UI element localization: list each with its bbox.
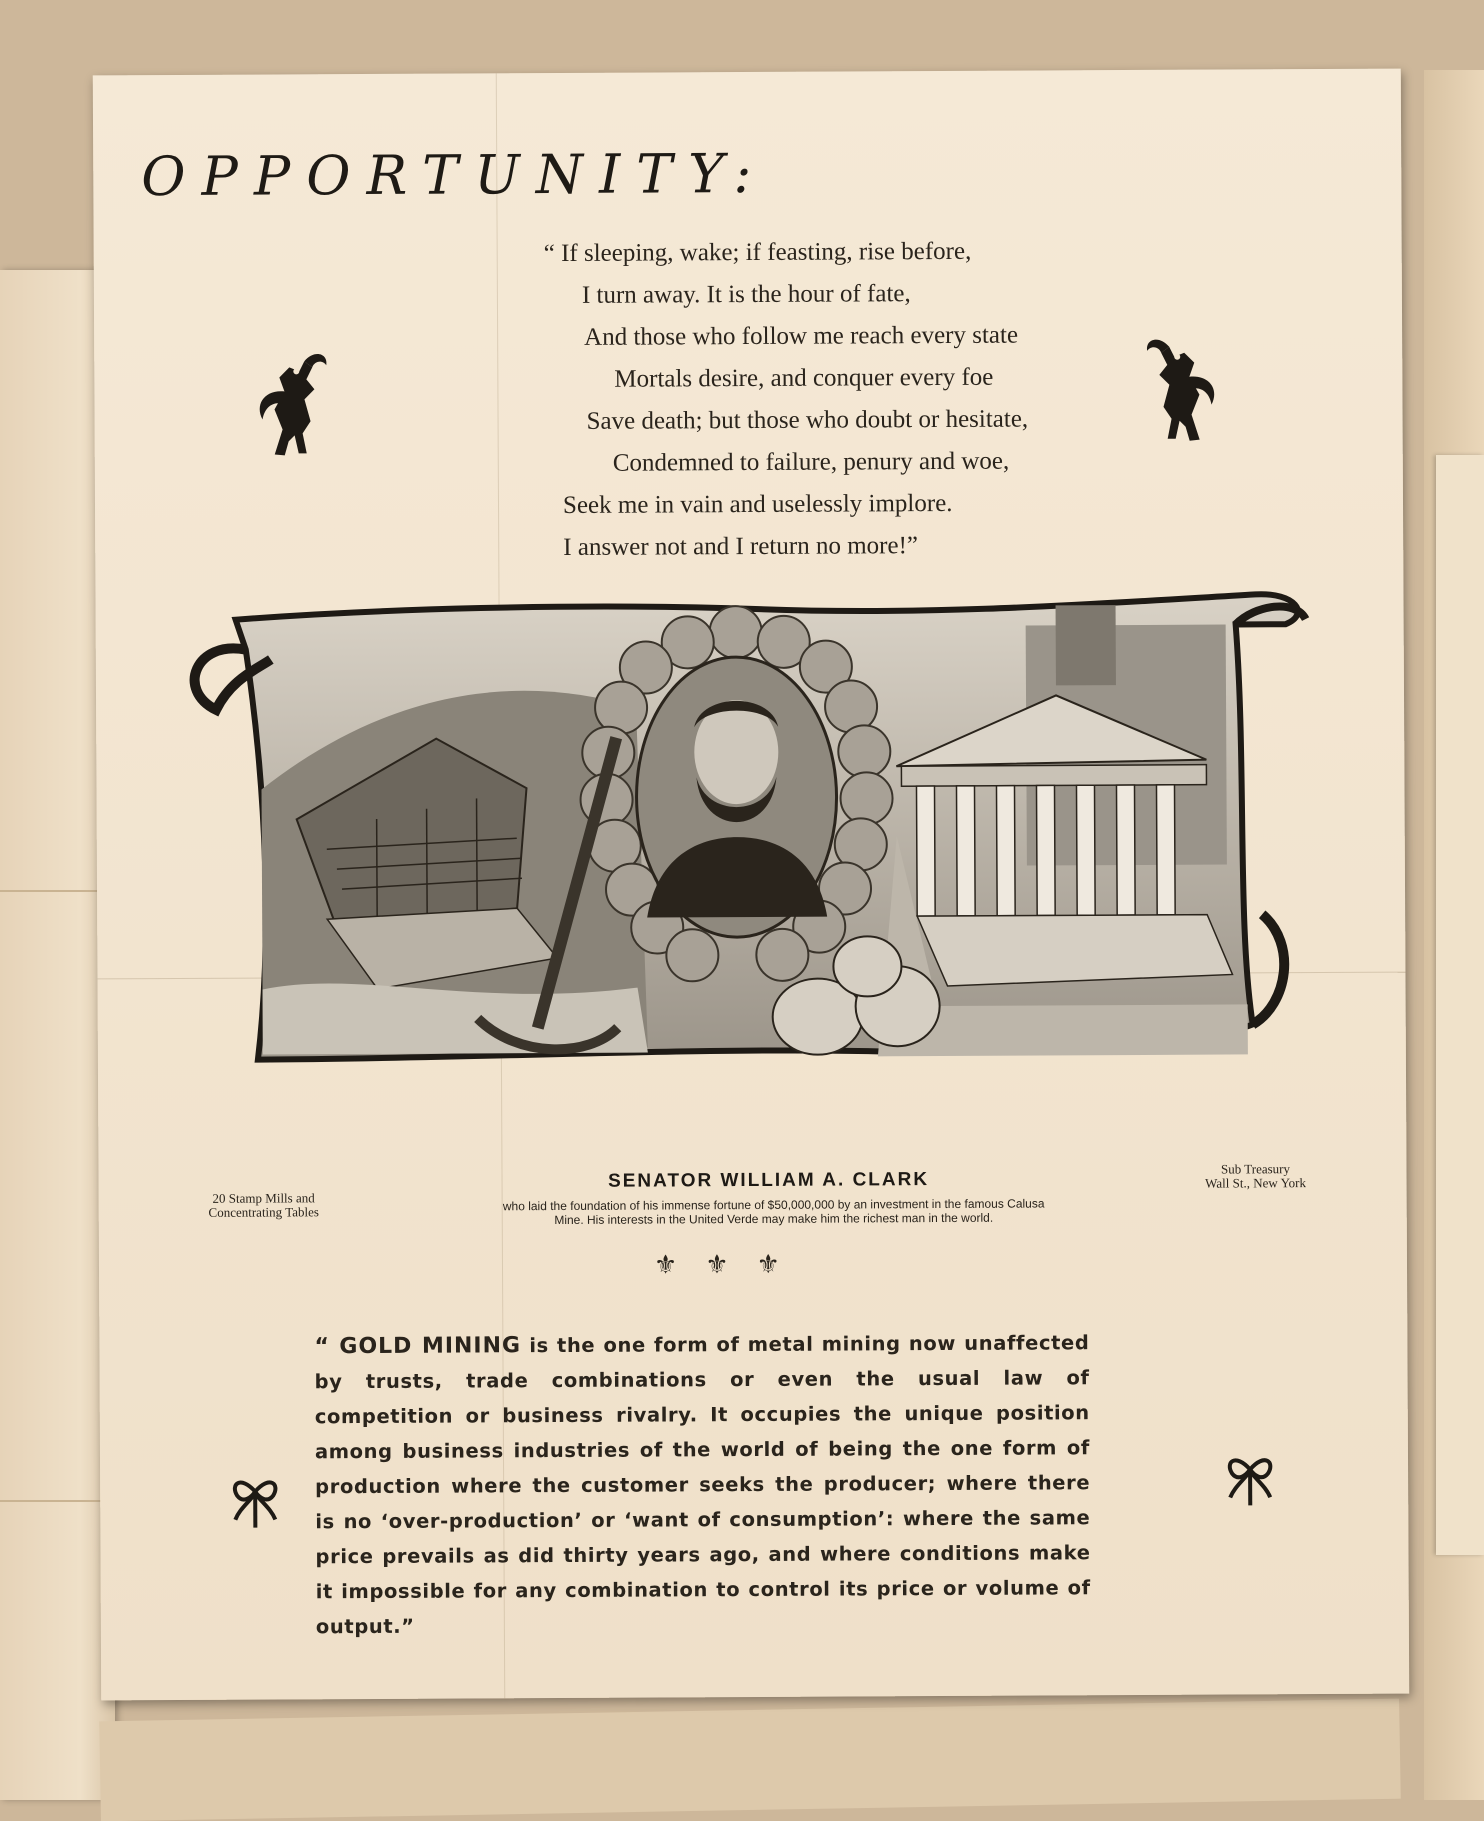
senator-name: SENATOR WILLIAM A. CLARK (438, 1168, 1098, 1193)
quote-lead: “ GOLD MINING (314, 1333, 521, 1359)
lion-rampant-icon (1129, 334, 1230, 445)
poem-line: I answer not and I return no more!” (455, 524, 1075, 569)
poem-line: Save death; but those who doubt or hesitate, (454, 398, 1074, 443)
background-paper-right-front (1436, 455, 1484, 1555)
flyer-sheet (93, 69, 1409, 1701)
bow-ornament-icon (225, 1469, 285, 1529)
poem-line: Seek me in vain and uselessly implore. (455, 482, 1075, 527)
caption-line: 20 Stamp Mills and (174, 1191, 354, 1206)
mining-illustration (175, 584, 1327, 1070)
poem-line: Mortals desire, and conquer every foe (454, 356, 1074, 401)
gold-mining-quote (314, 1325, 1091, 1644)
senator-description (389, 1196, 1159, 1228)
poem-line: And those who follow me reach every state (454, 314, 1074, 359)
senator-description-line: who laid the foundation of his immense fortune of $50,000,000 by an investment in the famous Calusa (389, 1196, 1159, 1214)
fleur-de-lis-icon: ⚜⚜⚜ (654, 1250, 808, 1281)
caption-line: Sub Treasury (1170, 1162, 1340, 1177)
poem (454, 230, 1076, 569)
headline: OPPORTUNITY: (141, 142, 768, 208)
lion-rampant-icon (244, 349, 345, 460)
caption-stamp-mills (174, 1191, 354, 1220)
caption-line: Concentrating Tables (174, 1205, 354, 1220)
quote-body: is the one form of metal mining now unaffected by trusts, trade combinations or even the usual law of competition or business rivalry. It occupies the unique position among business industries of the world of being the one form of production where the customer seeks the producer; where there is no ‘over-production’ or ‘want of consumption’: where the same price prevails as did thirty years ago, and where conditions make it impossible for any combination to control its price or volume of output.” (315, 1331, 1091, 1638)
caption-line: Wall St., New York (1171, 1176, 1341, 1191)
caption-sub-treasury (1170, 1162, 1340, 1191)
poem-line: I turn away. It is the hour of fate, (454, 272, 1074, 317)
background-paper-bottom (99, 1699, 1401, 1821)
poem-line: Condemned to failure, penury and woe, (455, 440, 1075, 485)
bow-ornament-icon (1220, 1447, 1280, 1507)
senator-description-line: Mine. His interests in the United Verde may make him the richest man in the world. (389, 1210, 1159, 1228)
poem-line: “ If sleeping, wake; if feasting, rise before, (454, 230, 1074, 275)
